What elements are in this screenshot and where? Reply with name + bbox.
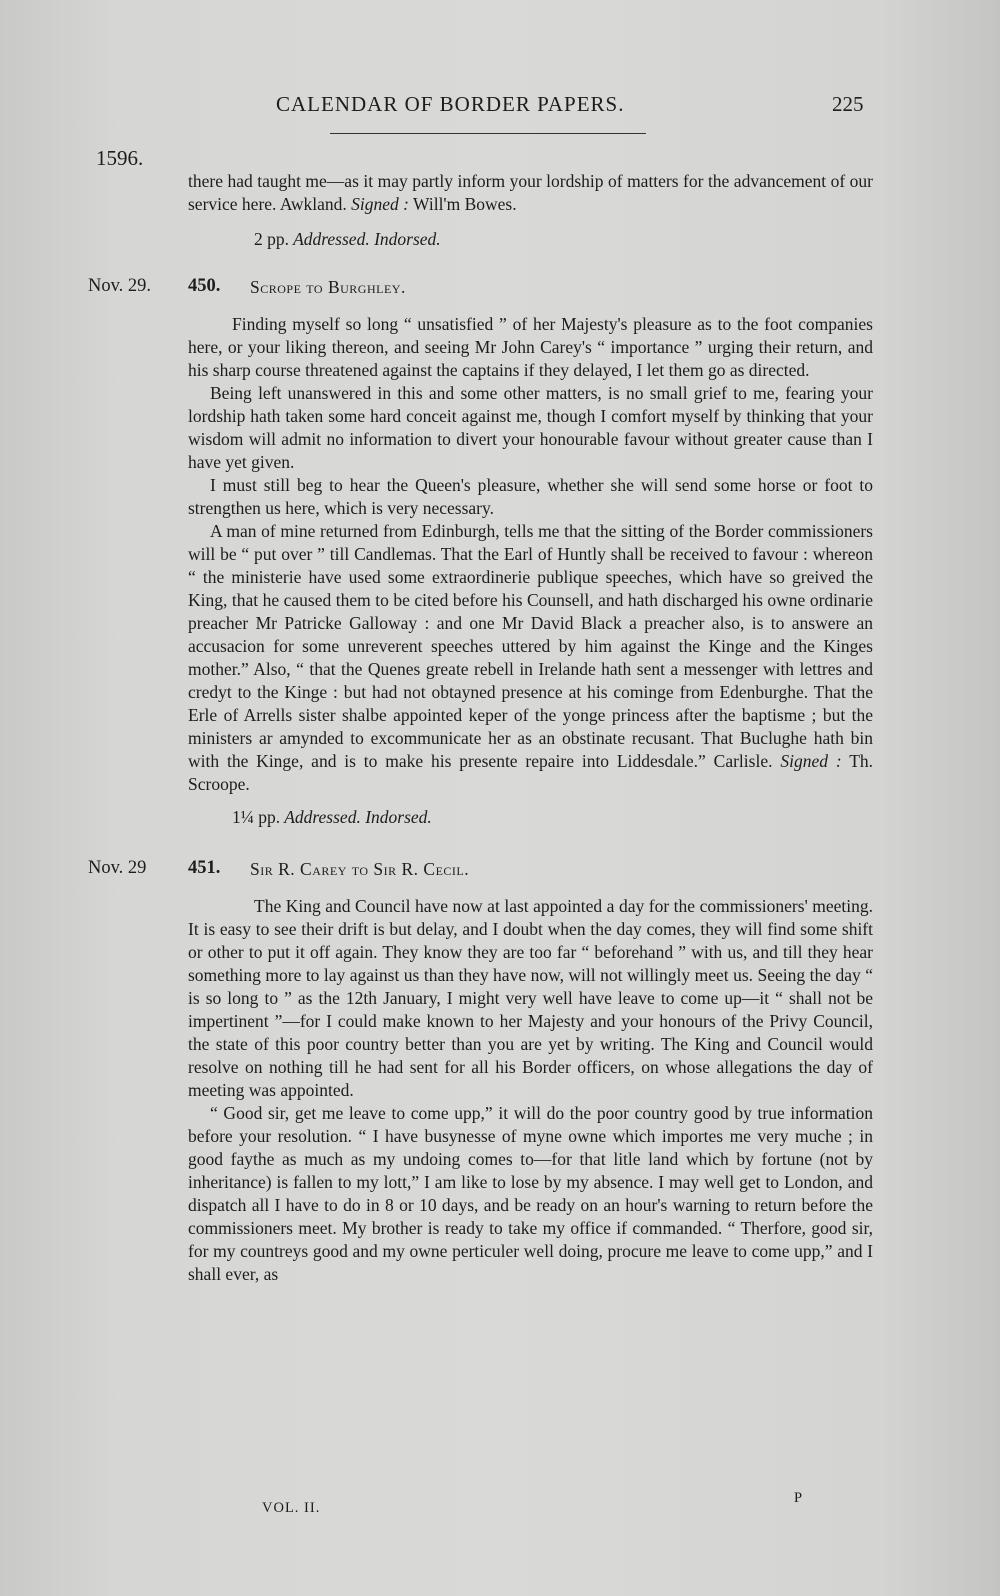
entry-paragraph: [188, 520, 873, 796]
running-header-title: CALENDAR OF BORDER PAPERS.: [276, 92, 625, 116]
entry-title: Sir R. Carey to Sir R. Cecil.: [250, 859, 470, 879]
entry-title: Scrope to Burghley.: [250, 277, 406, 297]
entry-paragraph: The King and Council have now at last appointed a day for the commissioners' meeting. It is easy to see their drift is but delay, and I doubt when the day comes, they will find some shift or other to put it off again. They know they are too far “ beforehand ” with us, and till they hear something more to lay against us than they have now, will not willingly meet us. Seeing the day “ is so long to ” as the 12th January, I might very well have leave to come up—it “ shall not be impertinent ”—for I could make known to her Majesty and your honours of the Privy Council, the state of this poor country better than you are yet by writing. The King and Council would resolve on nothing till he had sent for all his Border officers, on whose allegations the day of meeting was appointed.: [188, 896, 873, 1100]
signer: Will'm Bowes.: [413, 194, 517, 214]
continuation-paragraph: [188, 170, 873, 216]
footer-signature-mark: P: [794, 1490, 803, 1506]
entry-paragraph: Being left unanswered in this and some other matters, is no small grief to me, fearing your lordship hath taken some hard conceit against me, though I comfort myself by thinking that your wisdom will admit no information to divert your honourable favour without greater cause than I have yet given.: [188, 383, 873, 472]
entry-paragraph-text: A man of mine returned from Edinburgh, tells me that the sitting of the Border commissioners will be “ put over ” till Candlemas. That the Earl of Huntly shall be received to favour : whereon “ the ministerie have used some extraordinerie publique speeches, which have so greived the King, that he caused them to be cited before his Counsell, and hath discharged his owne ordinarie preacher Mr Patricke Galloway : and one Mr David Black a preacher also, is to answere an accusacion for some unreverent speeches uttered by him against the Kinge and the Kinges mother.” Also, “ that the Quenes greate rebell in Irelande hath sent a messenger with lettres and credyt to the Kinge : but had not obtayned presence at his cominge from Edenburghe. That the Erle of Arrells sister shalbe appointed keper of the yonge princess after the baptisme ; but the ministers ar amynded to excommunicate her as an obstinate recusant. That Buclughe hath bin with the Kinge, and is to make his presente repaire into Liddesdale.” Carlisle.: [188, 521, 873, 771]
meta-pages: 2 pp.: [254, 229, 289, 249]
entry-paragraph: “ Good sir, get me leave to come upp,” it will do the poor country good by true information before your resolution. “ I have busynesse of myne owne which importes me very muche ; in good faythe as much as my undoing comes to—for that litle land which by fortune (not by inheritance) is fallen to my lott,” I am like to lose by my absence. I may well get to London, and dispatch all I have to do in 8 or 10 days, and be ready on an hour's warning to return before the commissioners meet. My brother is ready to take my office if commanded. “ Therfore, good sir, for my countreys good and my owne perticuler well doing, procure me leave to come upp,” and I shall ever, as: [188, 1103, 873, 1284]
page-body: [88, 170, 874, 1286]
entry-date: Nov. 29: [88, 858, 147, 878]
entry-paragraph: I must still beg to hear the Queen's pleasure, whether she will send some horse or foot to strengthen us here, which is very necessary.: [188, 475, 873, 518]
entry-meta: [232, 228, 873, 251]
meta-notes: Addressed. Indorsed.: [284, 807, 432, 827]
entry-paragraph: Finding myself so long “ unsatisfied ” of her Majesty's pleasure as to the foot companies here, or your liking thereon, and seeing Mr John Carey's “ importance ” urging their return, and his sharp course threatened against the captains if they delayed, I let them go as directed.: [188, 314, 873, 380]
header-rule: [330, 133, 646, 134]
entry-heading: [88, 857, 873, 885]
margin-year: 1596.: [96, 146, 144, 170]
signed-label: Signed :: [780, 751, 842, 771]
signed-label: Signed :: [351, 194, 409, 214]
meta-notes: Addressed. Indorsed.: [293, 229, 441, 249]
meta-pages: 1¼ pp.: [232, 807, 281, 827]
entry-number: 450.: [188, 276, 221, 296]
page-number: 225: [832, 92, 864, 116]
entry-date: Nov. 29.: [88, 276, 152, 296]
continuation-text: there had taught me—as it may partly inform your lordship of matters for the advancement of our service here. Awkland.: [188, 171, 873, 214]
entry-meta: [210, 806, 873, 829]
entry-number: 451.: [188, 858, 221, 878]
entry-heading: [88, 275, 873, 303]
signer: Th. Scroope.: [188, 751, 874, 794]
footer-volume: VOL. II.: [262, 1500, 321, 1516]
